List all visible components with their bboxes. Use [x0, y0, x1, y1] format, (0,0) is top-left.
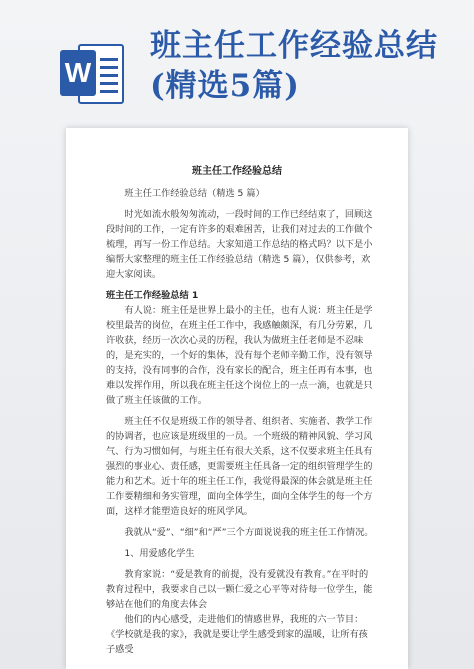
paragraph-2: 班主任不仅是班级工作的领导者、组织者、实施者、教学工作的协调者，也应该是班级里的一员。一个班级的精神风貌、学习风气、行为习惯如何，与班主任有很大关系，这不仅要求班主任具有强烈的事业心、责任感，更需要班主任具备一定的组织管理学生的能力和艺术。近十年的班主任工作，我觉得最深的体会就是班主任工作要精细和务实管理，面向全体学生，面向全体学生的每一个方面，这样才能塑造良好的班风学风。: [106, 416, 373, 517]
paragraph-5: 他们的内心感受，走进他们的情感世界，我班的六一节目：《学校就是我的家》，我就是要让学生感受到家的温暖，让所有孩子感受: [106, 614, 368, 655]
document-title: 班主任工作经验总结: [192, 166, 282, 177]
page-title: 班主任工作经验总结(精选5篇): [150, 28, 438, 104]
word-logo-badge: W: [60, 50, 96, 96]
document-page: [66, 128, 408, 669]
intro-paragraph: 时光如流水般匆匆流动，一段时间的工作已经结束了，回顾这段时间的工作，一定有许多的艰难困苦，让我们对过去的工作做个梳理，再写一份工作总结。大家知道工作总结的格式吗？以下是小编帮大家整理的班主任工作经验总结（精选 5 篇），仅供参考，欢迎大家阅读。: [106, 209, 373, 280]
paragraph-3: 我就从“爱”、“细”和“严”三个方面说说我的班主任工作情况。: [124, 527, 374, 538]
list-item-1: 1、用爱感化学生: [124, 548, 195, 559]
document-body: [106, 184, 374, 657]
word-document-icon: [60, 40, 126, 108]
paragraph-1: 有人说：班主任是世界上最小的主任，也有人说：班主任是学校里最苦的岗位，在班主任工作中，我感触颇深，有几分劳累，几许收获，经历一次次心灵的历程，我认为做班主任老师是不忍味的，是充实的，一个好的集体，没有每个老师辛勤工作，没有领导的支持，没有同事的合作，没有家长的配合，班主任再有本事，也难以发挥作用，所以我在班主任这个岗位上的一点一滴，也就是只做了班主任该做的工作。: [106, 305, 373, 406]
document-subtitle: 班主任工作经验总结（精选 5 篇）: [124, 188, 265, 199]
paragraph-4: 教育家说：“爱是教育的前提，没有爱就没有教育。”在平时的教育过程中，我要求自己以一颗仁爱之心平等对待每一位学生，能够站在他们的角度去体会: [106, 569, 373, 610]
section-heading: 班主任工作经验总结 1: [106, 290, 199, 301]
header: [0, 0, 474, 130]
